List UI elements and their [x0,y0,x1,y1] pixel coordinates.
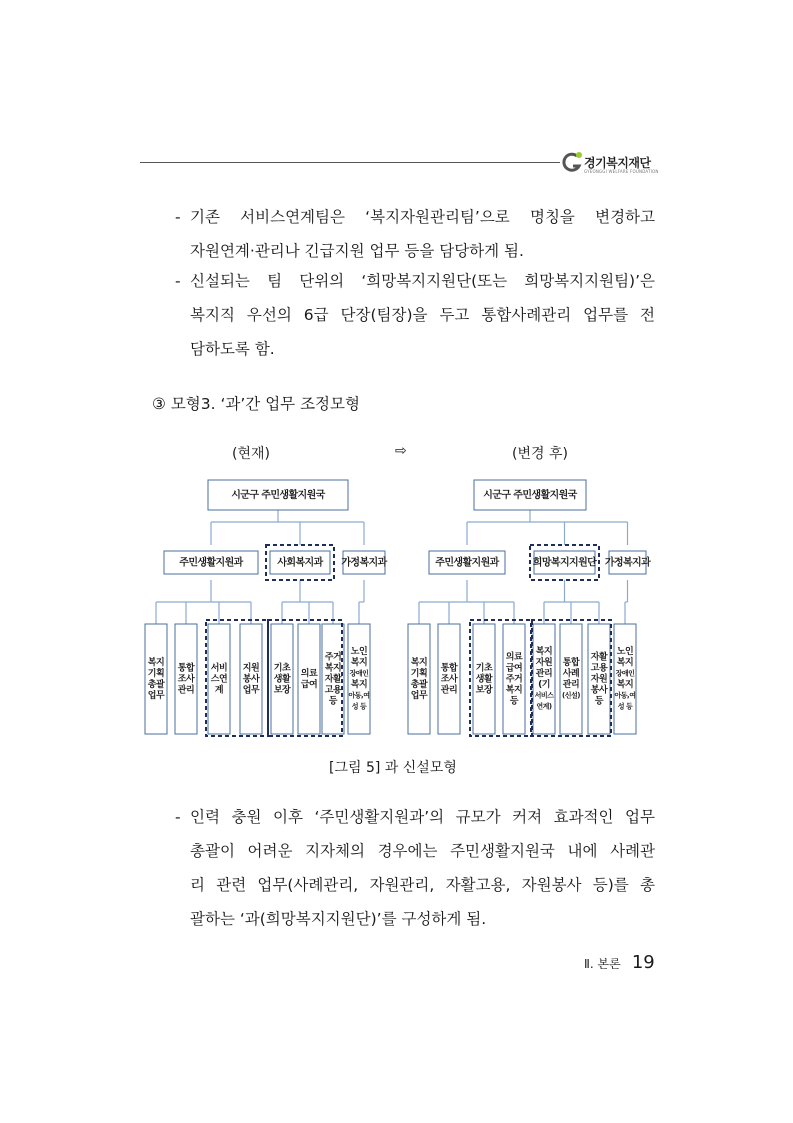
org-leaf-text: 업무 [147,691,165,701]
org-leaf-text: 조사 [177,674,195,685]
text-line: 기존 서비스연계팀은 ‘복지자원관리팀’으로 명칭을 변경하고 [190,208,655,226]
org-leaf-text: 복지 [505,685,523,696]
paragraph-staff-increase [175,800,655,936]
org-leaf-text: 복지 [616,680,634,690]
text-line: 인력 충원 이후 ‘주민생활지원과’의 규모가 커져 효과적인 업무 [190,808,655,826]
org-box-leaf [533,624,555,734]
org-leaf-text: 통합 [440,663,458,674]
org-leaf-text: 연계) [536,702,552,711]
org-leaf-text: 장애인 [615,669,635,678]
figure-label-after: (변경 후) [512,446,568,462]
org-leaf-text: 등 [594,696,604,707]
org-leaf-text: 자활 [590,652,608,663]
text-line: 복지직 우선의 6급 단장(팀장)을 두고 통합사례관리 업무를 전 [190,306,655,324]
org-leaf-text: 복지 [324,663,342,674]
org-box-leaf [408,624,430,734]
org-leaf-text: 아동,여 [614,691,636,700]
org-leaf-text: 복지 [350,680,368,690]
text-line: 리 관련 업무(사례관리, 자원관리, 자활고용, 자원봉사 등)를 총 [190,876,655,894]
org-leaf-text: 통합 [562,658,580,668]
bullet-dash: - [175,272,181,290]
org-division-label: 가정복지과 [341,557,387,569]
org-leaf-text: 자원 [535,658,553,668]
org-leaf-text: 봉사 [242,674,260,685]
org-chart-after [408,480,651,736]
org-leaf-text: 계 [214,685,224,696]
org-leaf-text: 기획 [147,669,165,679]
org-leaf-text: 등 [509,696,519,707]
org-division-label: 주민생활지원과 [179,557,243,569]
org-leaf-text: 보장 [475,685,493,696]
footer-section: Ⅱ. 본론 [584,957,621,971]
org-division-label: 가정복지과 [604,557,651,569]
bullet-dash: - [175,808,181,826]
org-leaf-text: (신설) [562,691,580,700]
org-box-leaf [614,624,636,734]
org-leaf-text: 총괄 [410,680,428,690]
org-leaf-text: 관리 [535,669,553,679]
logo-subtitle: GYEONGGI WELFARE FOUNDATION [584,169,659,174]
org-leaf-text: 스연 [210,674,228,685]
org-leaf-text: 기초 [475,663,493,674]
org-leaf-text: 생활 [273,674,291,685]
org-leaf-text: 복지 [147,658,165,668]
org-box-leaf [298,624,320,734]
org-leaf-text: 급여 [300,680,318,690]
org-leaf-text: 복지 [410,658,428,668]
org-leaf-text: 의료 [505,652,523,663]
org-leaf-text: 보장 [273,685,291,696]
org-leaf-text: 복지 [535,647,553,657]
org-root-label: 시군구 주민생활지원국 [483,490,577,501]
org-leaf-text: 성 등 [617,702,633,711]
section-heading: ③ 모형3. ‘과’간 업무 조정모형 [152,395,360,413]
text-line: 괄하는 ‘과(희망복지지원단)’를 구성하게 됨. [190,910,487,928]
org-leaf-text: 복지 [350,658,368,668]
org-leaf-text: 관리 [440,685,458,696]
org-leaf-text: 지원 [242,663,260,674]
org-leaf-text: 기초 [273,663,291,674]
org-leaf-text: 사례 [562,669,580,679]
org-leaf-text: 성 등 [351,702,367,711]
org-leaf-text: 업무 [242,685,260,696]
org-leaf-text: 조사 [440,674,458,685]
org-division-label: 희망복지지원단 [532,557,597,569]
org-leaf-text: 서비 [210,663,228,674]
figure-label-before: (현재) [232,446,270,462]
org-leaf-text: 아동,여 [348,691,370,700]
org-division-label: 사회복지과 [277,557,323,569]
org-leaf-text: 고용 [324,685,342,696]
org-box-leaf [145,624,167,734]
bullet-dash: - [175,208,181,226]
org-leaf-text: 총괄 [147,680,165,690]
text-line: 담하도록 함. [190,340,275,358]
org-leaf-text: 관리 [177,685,195,696]
org-leaf-text: 장애인 [349,669,369,678]
org-leaf-text: 통합 [177,663,195,674]
org-root-label: 시군구 주민생활지원국 [231,490,325,501]
org-leaf-text: 봉사 [590,685,608,696]
arrow-icon: ⇨ [395,443,407,459]
org-leaf-text: 기획 [410,669,428,679]
org-leaf-text: 고용 [590,663,608,674]
org-leaf-text: 자원 [590,674,608,685]
org-box-leaf [560,624,582,734]
org-leaf-text: 노인 [350,647,368,657]
logo-title: 경기복지재단 [584,156,651,170]
text-line: 신설되는 팀 단위의 ‘희망복지지원단(또는 희망복지지원팀)’은 [190,272,655,290]
org-leaf-text: 자활 [324,674,342,685]
org-leaf-text: 업무 [410,691,428,701]
org-leaf-text: 주거 [505,674,523,685]
text-line: 자원연계·관리나 긴급지원 업무 등을 담당하게 됨. [190,242,524,260]
page-footer [584,952,655,973]
org-box-leaf [348,624,370,734]
org-chart-before [145,480,388,736]
org-leaf-text: 생활 [475,674,493,685]
org-leaf-text: 서비스 [534,691,554,700]
org-leaf-text: 복지 [616,658,634,668]
org-division-label: 주민생활지원과 [435,557,499,569]
org-leaf-text: 등 [328,696,338,707]
figure-caption: [그림 5] 과 신설모형 [329,760,457,776]
org-leaf-text: 노인 [616,647,634,657]
text-line: 총괄이 어려운 지자체의 경우에는 주민생활지원국 내에 사례관 [190,842,655,860]
org-leaf-text: 급여 [505,663,523,674]
page-number: 19 [631,952,655,973]
org-leaf-text: 의료 [300,669,318,679]
org-leaf-text: (기 [538,680,550,690]
org-leaf-text: 주거 [324,652,342,663]
org-leaf-text: 관리 [562,680,580,690]
